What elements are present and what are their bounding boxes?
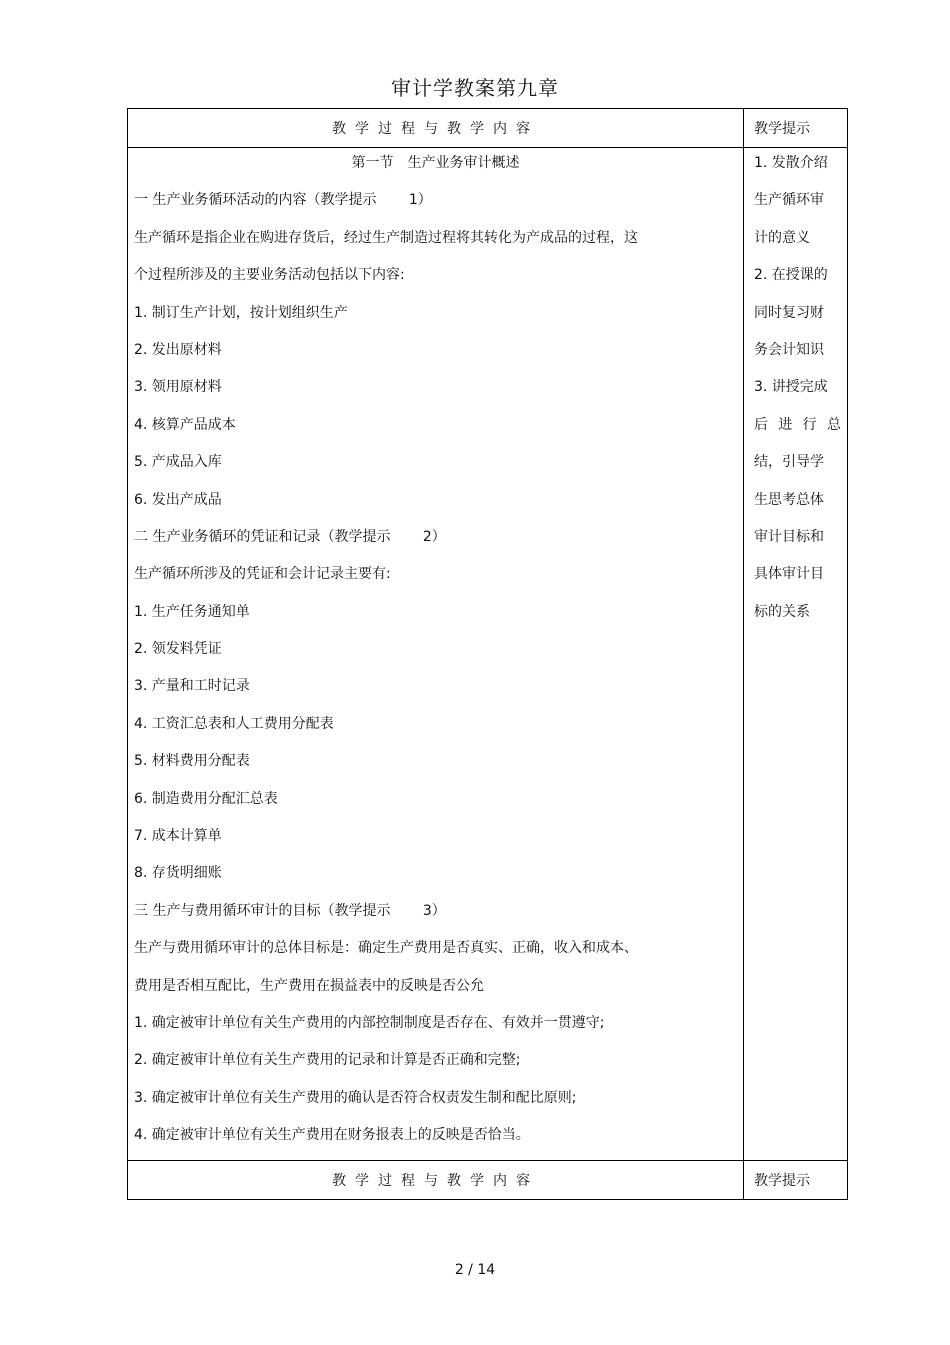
tip-cell (744, 148, 848, 1161)
content-cell (128, 148, 744, 1161)
content-line: 3. 产量和工时记录 (134, 678, 250, 695)
table-body-row (128, 148, 848, 1161)
content-line: 一 生产业务循环活动的内容（教学提示 1） (134, 192, 432, 209)
content-line: 2. 发出原材料 (134, 341, 222, 358)
content-line: 8. 存货明细账 (134, 865, 222, 882)
tip-line: 2. 在授课的 (754, 267, 828, 284)
footer-header-tip-cell: 教学提示 (744, 1161, 848, 1200)
content-line: 二 生产业务循环的凭证和记录（教学提示 2） (134, 528, 446, 545)
content-line: 费用是否相互配比，生产费用在损益表中的反映是否公允 (134, 977, 484, 994)
content-line: 个过程所涉及的主要业务活动包括以下内容: (134, 267, 405, 284)
section-heading: 第一节 生产业务审计概述 (351, 155, 520, 171)
content-line: 生产与费用循环审计的总体目标是：确定生产费用是否真实、正确，收入和成本、 (134, 940, 638, 957)
table-footer-header-row (128, 1161, 848, 1200)
content-line: 1. 确定被审计单位有关生产费用的内部控制制度是否存在、有效并一贯遵守; (134, 1014, 605, 1031)
tip-line: 具体审计目 (754, 566, 824, 583)
content-line: 4. 工资汇总表和人工费用分配表 (134, 715, 334, 732)
content-line: 生产循环所涉及的凭证和会计记录主要有: (134, 566, 391, 583)
content-line: 5. 产成品入库 (134, 454, 222, 471)
content-line: 三 生产与费用循环审计的目标（教学提示 3） (134, 902, 446, 919)
tip-line: 结，引导学 (754, 454, 824, 471)
header-tip-cell: 教学提示 (744, 109, 848, 148)
tip-line: 生产循环审 (754, 192, 824, 209)
page-title: 审计学教案第九章 (391, 76, 559, 100)
tip-line: 审计目标和 (754, 528, 824, 545)
content-line: 3. 领用原材料 (134, 379, 222, 396)
tip-line: 标的关系 (754, 603, 810, 620)
tip-line: 1. 发散介绍 (754, 155, 828, 171)
content-line: 6. 发出产成品 (134, 491, 222, 508)
tip-line: 3. 讲授完成 (754, 379, 828, 396)
content-line: 2. 确定被审计单位有关生产费用的记录和计算是否正确和完整; (134, 1052, 521, 1069)
table-header-row (128, 109, 848, 148)
tip-line: 务会计知识 (754, 341, 824, 358)
page-number: 2 / 14 (454, 1262, 496, 1278)
lesson-table (127, 108, 848, 1200)
content-line: 1. 制订生产计划，按计划组织生产 (134, 304, 348, 321)
tip-line: 生思考总体 (754, 491, 824, 508)
tip-line: 后进行总 (754, 416, 841, 433)
footer-header-main-cell: 教学过程与教学内容 (128, 1161, 744, 1200)
header-main-cell: 教学过程与教学内容 (128, 109, 744, 148)
content-line: 2. 领发料凭证 (134, 641, 222, 658)
tip-line: 同时复习财 (754, 304, 824, 321)
content-line: 4. 核算产品成本 (134, 416, 236, 433)
content-lines (134, 148, 737, 1158)
content-line: 5. 材料费用分配表 (134, 753, 250, 770)
content-line: 7. 成本计算单 (134, 828, 222, 845)
content-line: 4. 确定被审计单位有关生产费用在财务报表上的反映是否恰当。 (134, 1127, 530, 1144)
content-line: 1. 生产任务通知单 (134, 603, 250, 620)
content-line: 3. 确定被审计单位有关生产费用的确认是否符合权责发生制和配比原则; (134, 1089, 577, 1106)
content-line: 生产循环是指企业在购进存货后，经过生产制造过程将其转化为产成品的过程，这 (134, 229, 638, 246)
content-line: 6. 制造费用分配汇总表 (134, 790, 278, 807)
tip-lines (754, 148, 841, 634)
tip-line: 计的意义 (754, 229, 810, 246)
